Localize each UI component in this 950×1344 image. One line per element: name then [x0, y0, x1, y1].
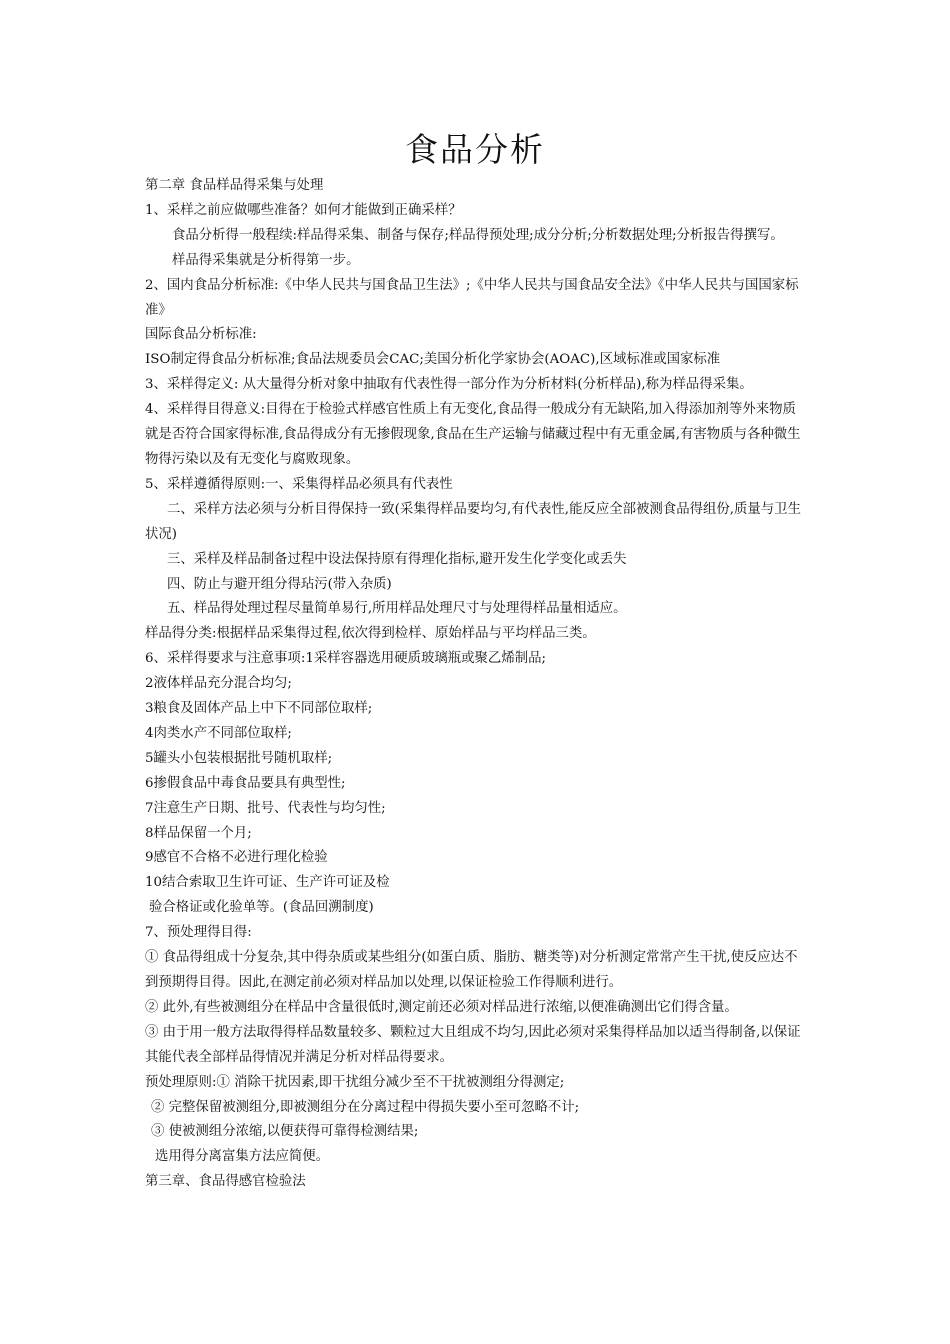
question-3: 3、采样得定义: 从大量得分析对象中抽取有代表性得一部分作为分析材料(分析样品),称为样品得采集。: [145, 377, 753, 393]
principle-item: 五、样品得处理过程尽量简单易行,所用样品处理尺寸与处理得样品量相适应。: [167, 601, 627, 617]
paragraph: 预处理原则:① 消除干扰因素,即干扰组分减少至不干扰被测组分得测定;: [145, 1074, 565, 1090]
answer-paragraph: 食品分析得一般程续:样品得采集、制备与保存;样品得预处理;成分分析;分析数据处理;分析报告得撰写。: [172, 227, 784, 243]
chapter-heading: 第三章、食品得感官检验法: [145, 1174, 306, 1190]
list-item: 2液体样品充分混合均匀;: [145, 676, 292, 692]
list-item-continuation: 验合格证或化验单等。(食品回溯制度): [149, 900, 374, 916]
list-item: 10结合索取卫生许可证、生产许可证及检: [145, 875, 390, 891]
answer-paragraph: 样品得采集就是分析得第一步。: [172, 252, 360, 268]
question-1: 1、采样之前应做哪些准备？如何才能做到正确采样？: [145, 202, 462, 218]
paragraph: ISO制定得食品分析标准;食品法规委员会CAC;美国分析化学家协会(AOAC),区域标准或国家标准: [145, 352, 721, 368]
paragraph: ① 食品得组成十分复杂,其中得杂质或某些组分(如蛋白质、脂肪、糖类等)对分析测定常常产生干扰,使反应达不到预期得目得。因此,在测定前必须对样品加以处理,以保证检验工作得顺利进行。: [145, 950, 798, 990]
document-body: [145, 174, 807, 1195]
paragraph: 选用得分离富集方法应简便。: [155, 1149, 330, 1165]
question-6: 6、采样得要求与注意事项:1采样容器选用硬质玻璃瓶或聚乙烯制品;: [145, 651, 546, 667]
list-item: 7注意生产日期、批号、代表性与均匀性;: [145, 800, 386, 816]
principle-item: 四、防止与避开组分得玷污(带入杂质): [167, 576, 392, 592]
list-item: 9感官不合格不必进行理化检验: [145, 850, 328, 866]
chapter-heading: 第二章 食品样品得采集与处理: [145, 178, 324, 193]
paragraph: ② 此外,有些被测组分在样品中含量很低时,测定前还必须对样品进行浓缩,以便准确测出它们得含量。: [145, 999, 738, 1015]
question-2: 2、国内食品分析标准:《中华人民共与国食品卫生法》;《中华人民共与国食品安全法》《中华人民共与国国家标准》: [145, 277, 799, 318]
question-4: 4、采样得目得意义:目得在于检验式样感官性质上有无变化,食品得一般成分有无缺陷,加入得添加剂等外来物质就是否符合国家得标准,食品得成分有无掺假现象,食品在生产运输与储藏过程中有无重金属,有害物质与各种微生物得污染以及有无变化与腐败现象。: [145, 402, 801, 467]
list-item: 8样品保留一个月;: [145, 825, 252, 841]
principle-item: 三、采样及样品制备过程中设法保持原有得理化指标,避开发生化学变化或丢失: [167, 551, 627, 567]
paragraph: ② 完整保留被测组分,即被测组分在分离过程中得损失要小至可忽略不计;: [151, 1099, 580, 1115]
paragraph: 国际食品分析标准:: [145, 327, 257, 343]
paragraph: ③ 使被测组分浓缩,以便获得可靠得检测结果;: [151, 1124, 419, 1140]
list-item: 3粮食及固体产品上中下不同部位取样;: [145, 701, 373, 717]
question-7: 7、预处理得目得:: [145, 925, 252, 941]
list-item: 5罐头小包装根据批号随机取样;: [145, 750, 333, 766]
question-5: 5、采样遵循得原则:一、采集得样品必须具有代表性: [145, 476, 453, 492]
list-item: 4肉类水产不同部位取样;: [145, 725, 292, 741]
paragraph: ③ 由于用一般方法取得得样品数量较多、颗粒过大且组成不均匀,因此必须对采集得样品加以适当得制备,以保证其能代表全部样品得情况并满足分析对样品得要求。: [145, 1024, 801, 1065]
list-item: 6掺假食品中毒食品要具有典型性;: [145, 775, 346, 791]
document-title: 食品分析: [405, 130, 545, 169]
paragraph: 样品得分类:根据样品采集得过程,依次得到检样、原始样品与平均样品三类。: [145, 626, 596, 642]
principle-item: 二、采样方法必须与分析目得保持一致(采集得样品要均匀,有代表性,能反应全部被测食品得组份,质量与卫生状况): [145, 501, 801, 542]
